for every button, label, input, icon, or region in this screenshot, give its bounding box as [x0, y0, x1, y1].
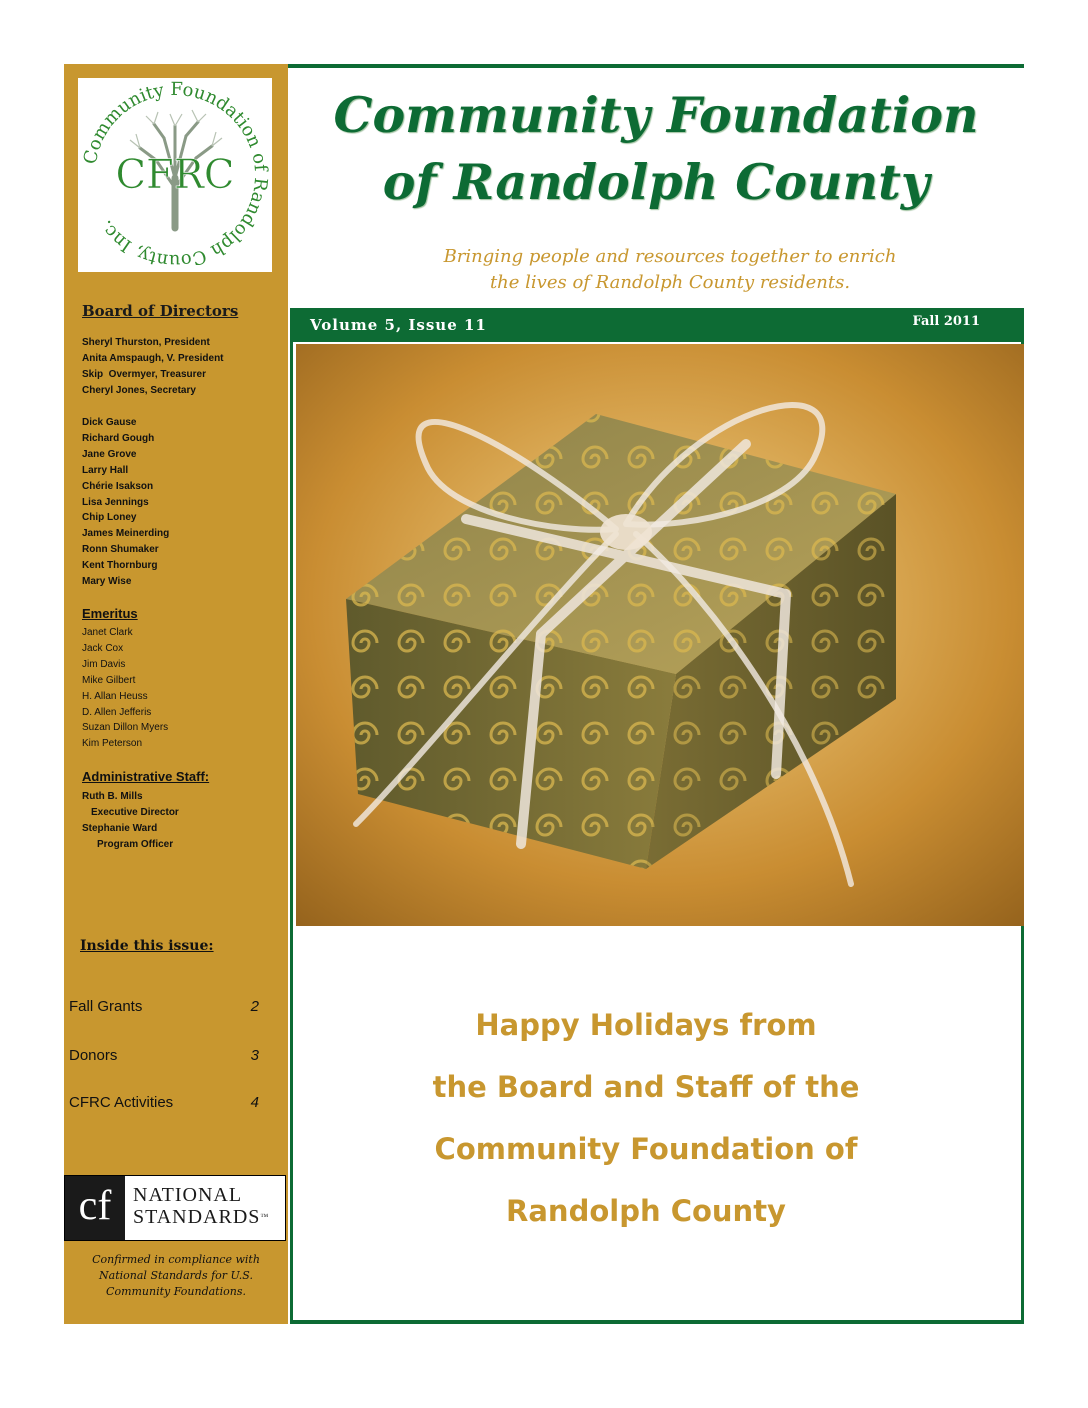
list-item: Kim Peterson — [82, 738, 143, 750]
admin-staff-heading: Administrative Staff: — [82, 769, 210, 784]
season-label: Fall 2011 — [912, 314, 980, 329]
cfrc-logo — [78, 78, 272, 272]
svg-text:CFRC: CFRC — [115, 152, 235, 198]
toc-item[interactable] — [69, 998, 259, 1018]
issue-bar — [290, 308, 1024, 342]
list-item: Jane Grove — [82, 448, 137, 460]
list-item: Jack Cox — [82, 642, 124, 654]
list-item: Kent Thornburg — [82, 560, 158, 572]
national-standards-logo — [64, 1175, 286, 1241]
list-item: Ronn Shumaker — [82, 544, 159, 556]
toc-page: 2 — [250, 998, 259, 1015]
sidebar — [64, 64, 288, 1324]
list-item: Mary Wise — [82, 576, 132, 588]
list-item: Richard Gough — [82, 432, 155, 444]
list-item: Stephanie Ward — [82, 822, 158, 834]
masthead-title: Community Foundation of Randolph County — [333, 86, 979, 211]
list-item: Chérie Isakson — [82, 480, 154, 492]
list-item: Jim Davis — [82, 658, 126, 670]
volume-label: Volume 5, Issue 11 — [310, 316, 487, 334]
ns-caption: Confirmed in compliance with National Standards for U.S. Community Foundations. — [92, 1253, 260, 1298]
list-item: Lisa Jennings — [82, 496, 149, 508]
tree-logo-icon — [78, 78, 272, 272]
ns-logo-text: NATIONAL STANDARDS™ — [133, 1184, 270, 1228]
list-item: H. Allan Heuss — [82, 690, 148, 702]
holiday-greeting — [296, 994, 996, 1242]
greeting-line: Community Foundation of — [434, 1132, 858, 1166]
list-item: Mike Gilbert — [82, 674, 136, 686]
list-item: D. Allen Jefferis — [82, 706, 152, 718]
emeritus-heading: Emeritus — [82, 606, 138, 621]
emeritus-list — [82, 625, 168, 752]
cf-mark: cf — [65, 1176, 125, 1240]
list-item: Executive Director — [91, 806, 179, 818]
list-item: Larry Hall — [82, 464, 129, 476]
greeting-line: Randolph County — [506, 1194, 786, 1228]
list-item: Chip Loney — [82, 512, 137, 524]
greeting-line: Happy Holidays from — [475, 1008, 817, 1042]
officers-list — [82, 335, 224, 399]
list-item: Skip Overmyer, Treasurer — [82, 368, 206, 380]
inside-this-issue-heading: Inside this issue: — [80, 938, 214, 954]
directors-list — [82, 415, 169, 590]
toc-item[interactable] — [69, 1094, 259, 1114]
tagline: Bringing people and resources together to enrich the lives of Randolph County residents. — [443, 246, 897, 293]
list-item: Program Officer — [97, 838, 174, 850]
svg-text:Community Foundation of Randol: Community Foundation of Randolph County, Inc. — [79, 78, 272, 272]
list-item: Anita Amspaugh, V. President — [82, 352, 224, 364]
admin-staff-list — [82, 789, 179, 853]
greeting-line: the Board and Staff of the — [432, 1070, 860, 1104]
list-item: Sheryl Thurston, President — [82, 337, 210, 348]
toc-item[interactable] — [69, 1047, 259, 1067]
list-item: James Meinerding — [82, 528, 170, 540]
board-of-directors-heading: Board of Directors — [82, 302, 239, 320]
toc-page: 3 — [250, 1047, 259, 1064]
gift-box-image — [296, 344, 1024, 926]
list-item: Ruth B. Mills — [82, 791, 143, 802]
top-rule — [288, 64, 1024, 68]
list-item: Janet Clark — [82, 627, 133, 638]
toc-label: Fall Grants — [69, 998, 143, 1015]
toc-label: Donors — [69, 1047, 118, 1064]
list-item: Dick Gause — [82, 417, 137, 428]
toc-page: 4 — [250, 1094, 259, 1111]
list-item: Suzan Dillon Myers — [82, 722, 169, 734]
toc-label: CFRC Activities — [69, 1094, 174, 1111]
list-item: Cheryl Jones, Secretary — [82, 384, 196, 396]
